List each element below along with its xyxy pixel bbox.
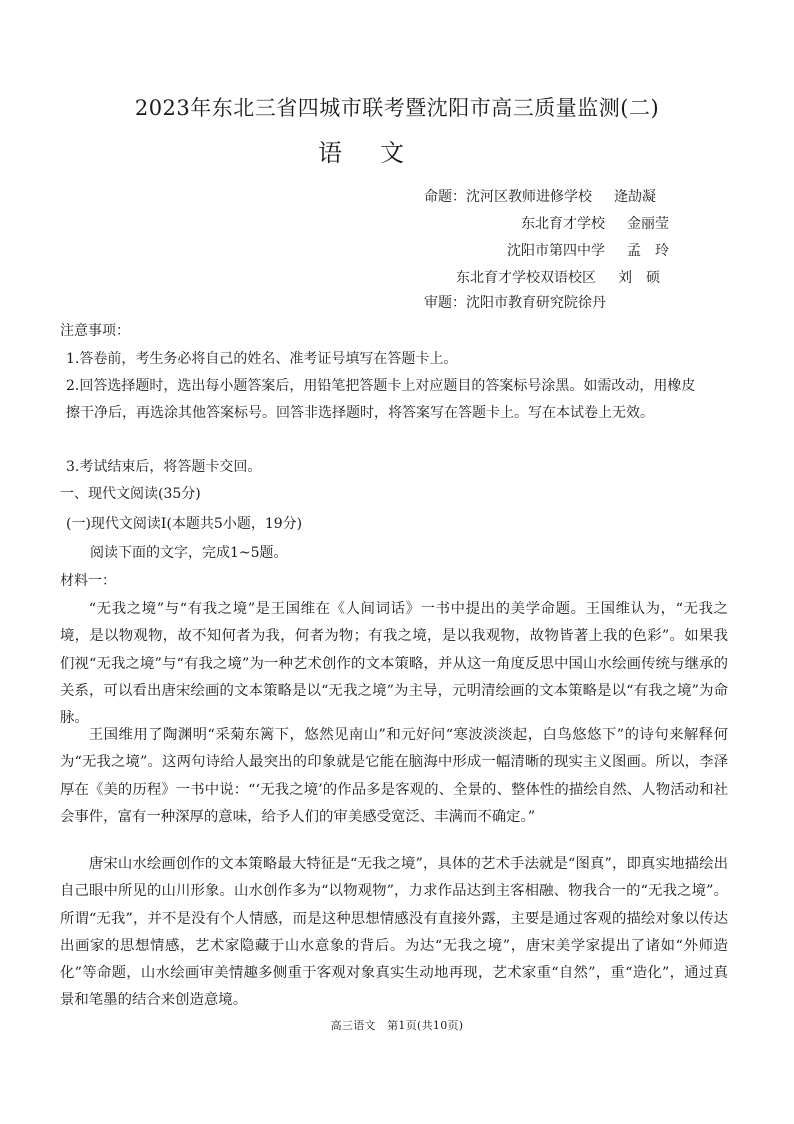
- author-line-3: [507, 240, 669, 260]
- author-org: 东北育才学校: [521, 216, 605, 232]
- author-name: 金丽莹: [627, 216, 669, 232]
- reading-instruction: 阅读下面的文字，完成1~5题。: [90, 545, 288, 561]
- author-org: 东北育才学校双语校区: [456, 270, 596, 286]
- author-line-2: [521, 213, 669, 233]
- subject-title: 语文: [318, 139, 442, 167]
- notes-label: 注意事项：: [60, 323, 130, 339]
- note-item-2: 2.回答选择题时，选出每小题答案后，用铅笔把答题卡上对应题目的答案标号涂黑。如需改动，用橡皮擦干净后，再选涂其他答案标号。回答非选择题时，将答案写在答题卡上。写在本试卷上无效。: [66, 378, 696, 421]
- paragraph-2: 王国维用了陶渊明“采菊东篱下，悠然见南山”和元好问“寒波淡淡起，白鸟悠悠下”的诗句来解释何为“无我之境”。这两句诗给人最突出的印象就是它能在脑海中形成一幅清晰的现实主义图画。所以，李泽厚在《美的历程》一书中说：“‘无我之境’的作品多是客观的、全景的、整体性的描绘自然、人物活动和社会事件，富有一种深厚的意味，给予人们的审美感受宽泛、丰满而不确定。”: [60, 727, 728, 825]
- author-line-1: [424, 186, 656, 206]
- author-name: 孟 玲: [627, 243, 669, 259]
- author-name: 刘 硕: [618, 270, 660, 286]
- composer-label: 命题：: [424, 189, 466, 205]
- reviewer-label: 审题：: [424, 295, 466, 311]
- reviewer-name: 沈阳市教育研究院徐丹: [466, 295, 606, 311]
- note-item-1: 1.答卷前，考生务必将自己的姓名、准考证号填写在答题卡上。: [66, 351, 458, 367]
- paragraph-1: “无我之境”与“有我之境”是王国维在《人间词话》一书中提出的美学命题。王国维认为，“无我之境，是以物观物，故不知何者为我，何者为物；有我之境，是以我观物，故物皆著上我的色彩”。如果我们视“无我之境”与“有我之境”为一种艺术创作的文本策略，并从这一角度反思中国山水绘画传统与继承的关系，可以看出唐宋绘画的文本策略是以“无我之境”为主导，元明清绘画的文本策略是以“有我之境”为命脉。: [60, 601, 728, 727]
- note-item-3: 3.考试结束后，将答题卡交回。: [66, 459, 262, 475]
- author-org: 沈阳市第四中学: [507, 243, 605, 259]
- author-line-4: [456, 267, 660, 287]
- paragraph-3: 唐宋山水绘画创作的文本策略最大特征是“无我之境”，具体的艺术手法就是“图真”，即真实地描绘出自己眼中所见的山川形象。山水创作多为“以物观物”，力求作品达到主客相融、物我合一的“无我之境”。所谓“无我”，并不是没有个人情感，而是这种思想情感没有直接外露，主要是通过客观的描绘对象以传达出画家的思想情感，艺术家隐藏于山水意象的背后。为达“无我之境”，唐宋美学家提出了诸如“外师造化”等命题，山水绘画审美情趣多侧重于客观对象真实生动地再现，艺术家重“自然”，重“造化”，通过真景和笔墨的结合来创造意境。: [60, 856, 728, 1009]
- section-heading: 一、现代文阅读(35分): [60, 486, 201, 502]
- subsection-heading: (一)现代文阅读Ⅰ(本题共5小题，19分): [66, 516, 303, 532]
- page-footer: 高三语文 第1页(共10页): [330, 1019, 464, 1032]
- reviewer-line: [424, 292, 606, 312]
- material-label: 材料一：: [60, 573, 116, 589]
- author-name: 逄劼凝: [614, 189, 656, 205]
- author-org: 沈河区教师进修学校: [466, 189, 592, 205]
- exam-title: 2023年东北三省四城市联考暨沈阳市高三质量监测(二): [134, 96, 660, 120]
